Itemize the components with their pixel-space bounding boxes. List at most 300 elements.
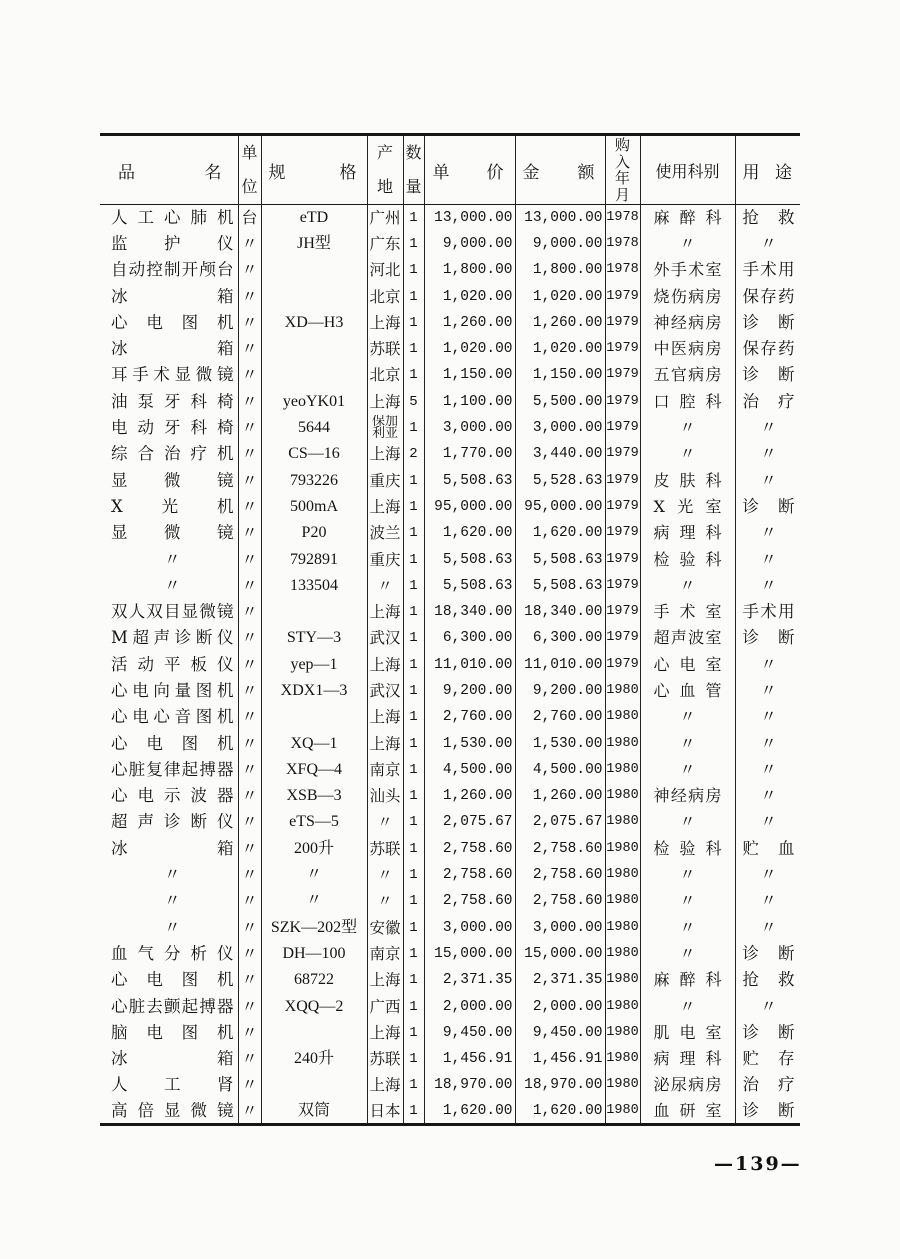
price-value: 2,758.60 (442, 840, 513, 857)
dept-value: 泌尿病房 (653, 1075, 722, 1095)
cell-price (424, 1099, 515, 1125)
cell-unit (238, 1099, 261, 1125)
cell-name (100, 467, 238, 493)
name-value: 显微镜 (111, 523, 234, 543)
table-row (100, 941, 800, 967)
cell-price (424, 599, 515, 625)
cell-name (100, 678, 238, 704)
amount-value: 1,800.00 (532, 262, 603, 279)
cell-dept (640, 625, 735, 651)
table-row (100, 310, 800, 336)
cell-date (605, 231, 640, 257)
cell-spec (261, 625, 367, 651)
date-value: 1980 (606, 945, 639, 961)
amount-value: 2,758.60 (532, 840, 603, 857)
cell-dept (640, 389, 735, 415)
cell-name (100, 520, 238, 546)
cell-qty (403, 967, 424, 993)
qty-value: 1 (409, 919, 418, 936)
price-value: 11,010.00 (434, 656, 513, 673)
amount-value: 18,970.00 (524, 1077, 603, 1094)
cell-origin (367, 441, 403, 467)
cell-unit (238, 809, 261, 835)
origin-value: 重庆 (369, 550, 401, 569)
qty-value: 1 (409, 867, 418, 884)
price-value: 9,000.00 (442, 235, 513, 252)
amount-value: 2,371.35 (532, 972, 603, 989)
spec-value: XD—H3 (284, 313, 344, 331)
spec-value: XSB—3 (286, 787, 342, 805)
cell-spec (261, 888, 367, 914)
cell-unit (238, 652, 261, 678)
cell-name (100, 283, 238, 309)
cell-name (100, 1099, 238, 1125)
cell-amount (515, 599, 605, 625)
dept-value: 麻醉科 (653, 970, 722, 990)
cell-use (735, 1072, 800, 1098)
cell-price (424, 257, 515, 283)
qty-value: 1 (409, 709, 418, 726)
cell-unit (238, 1020, 261, 1046)
unit-value: 〃 (241, 549, 258, 569)
dept-value: 皮肤科 (653, 470, 722, 490)
cell-origin (367, 809, 403, 835)
price-value: 18,340.00 (434, 604, 513, 621)
cell-use (735, 1020, 800, 1046)
cell-date (605, 967, 640, 993)
spec-value: XDX1—3 (280, 681, 348, 699)
qty-value: 1 (409, 682, 418, 699)
cell-amount (515, 1072, 605, 1098)
cell-use (735, 389, 800, 415)
cell-date (605, 862, 640, 888)
cell-spec (261, 757, 367, 783)
use-value: 治疗 (742, 1075, 795, 1095)
unit-value: 〃 (241, 496, 258, 516)
cell-qty (403, 941, 424, 967)
cell-qty (403, 441, 424, 467)
cell-origin (367, 652, 403, 678)
cell-amount (515, 389, 605, 415)
table-row (100, 1072, 800, 1098)
use-value: 〃 (760, 996, 777, 1016)
cell-use (735, 546, 800, 572)
column-header-qty-label: 数量 (405, 143, 422, 196)
qty-value: 1 (409, 551, 418, 568)
cell-use (735, 362, 800, 388)
cell-qty (403, 415, 424, 441)
cell-use (735, 257, 800, 283)
price-value: 1,150.00 (442, 367, 513, 384)
cell-origin (367, 494, 403, 520)
cell-use (735, 836, 800, 862)
name-value: 双人双目显微镜 (111, 602, 234, 622)
cell-unit (238, 520, 261, 546)
qty-value: 1 (409, 1077, 418, 1094)
cell-use (735, 1046, 800, 1072)
table-row (100, 783, 800, 809)
use-value: 〃 (760, 444, 777, 464)
cell-amount (515, 888, 605, 914)
qty-value: 1 (409, 209, 418, 226)
cell-name (100, 362, 238, 388)
cell-name (100, 494, 238, 520)
column-header-origin-label: 产地 (377, 143, 394, 196)
date-value: 1979 (606, 420, 639, 436)
cell-unit (238, 730, 261, 756)
amount-value: 5,528.63 (532, 472, 603, 489)
price-value: 5,508.63 (442, 577, 513, 594)
date-value: 1978 (606, 262, 639, 278)
cell-price (424, 283, 515, 309)
cell-price (424, 967, 515, 993)
cell-unit (238, 467, 261, 493)
cell-amount (515, 231, 605, 257)
cell-dept (640, 862, 735, 888)
unit-value: 〃 (241, 891, 258, 911)
origin-value: 北京 (369, 287, 401, 306)
unit-value: 〃 (241, 996, 258, 1016)
dept-value: 〃 (679, 575, 696, 595)
cell-name (100, 415, 238, 441)
cell-use (735, 336, 800, 362)
unit-value: 〃 (241, 759, 258, 779)
column-header-name-label: 品名 (118, 162, 222, 183)
cell-name (100, 389, 238, 415)
use-value: 诊断 (742, 496, 795, 516)
spec-value: 240升 (293, 1050, 334, 1068)
cell-price (424, 704, 515, 730)
origin-value: 上海 (369, 313, 401, 332)
cell-spec (261, 809, 367, 835)
date-value: 1980 (606, 893, 639, 909)
cell-dept (640, 941, 735, 967)
use-value: 诊断 (742, 628, 795, 648)
cell-date (605, 336, 640, 362)
use-value: 治疗 (742, 391, 795, 411)
cell-dept (640, 757, 735, 783)
column-header-name (100, 135, 238, 205)
cell-qty (403, 494, 424, 520)
origin-value: 重庆 (369, 471, 401, 490)
cell-unit (238, 389, 261, 415)
cell-dept (640, 336, 735, 362)
qty-value: 1 (409, 735, 418, 752)
cell-date (605, 362, 640, 388)
cell-unit (238, 362, 261, 388)
cell-unit (238, 836, 261, 862)
date-value: 1980 (606, 788, 639, 804)
dept-value: 心血管 (653, 680, 722, 700)
unit-value: 〃 (241, 680, 258, 700)
table-row (100, 915, 800, 941)
spec-value: 133504 (290, 576, 338, 594)
amount-value: 2,075.67 (532, 814, 603, 831)
use-value: 〃 (760, 418, 777, 438)
cell-dept (640, 652, 735, 678)
price-value: 1,620.00 (442, 525, 513, 542)
cell-price (424, 441, 515, 467)
dept-value: 〃 (679, 418, 696, 438)
origin-value: 上海 (369, 445, 401, 464)
table-row (100, 967, 800, 993)
cell-amount (515, 862, 605, 888)
cell-qty (403, 836, 424, 862)
cell-origin (367, 257, 403, 283)
cell-origin (367, 967, 403, 993)
origin-value: 南京 (369, 944, 401, 963)
cell-price (424, 1046, 515, 1072)
cell-qty (403, 231, 424, 257)
dept-value: 〃 (679, 917, 696, 937)
dept-value: X光室 (653, 496, 722, 516)
cell-spec (261, 599, 367, 625)
cell-date (605, 415, 640, 441)
name-value: 电动牙科椅 (111, 418, 234, 438)
cell-price (424, 415, 515, 441)
cell-spec (261, 1099, 367, 1125)
cell-name (100, 1020, 238, 1046)
cell-name (100, 441, 238, 467)
cell-unit (238, 283, 261, 309)
date-value: 1979 (606, 472, 639, 488)
spec-value: yep—1 (290, 655, 338, 673)
spec-value: 500mA (290, 497, 338, 515)
spec-value: 68722 (294, 971, 334, 989)
cell-use (735, 1099, 800, 1125)
unit-value: 〃 (241, 312, 258, 332)
spec-value: 792891 (290, 550, 338, 568)
cell-amount (515, 467, 605, 493)
cell-unit (238, 205, 261, 231)
date-value: 1980 (606, 867, 639, 883)
cell-amount (515, 205, 605, 231)
qty-value: 1 (409, 235, 418, 252)
date-value: 1980 (606, 1077, 639, 1093)
cell-origin (367, 941, 403, 967)
origin-value: 日本 (369, 1101, 401, 1120)
dept-value: 肌电室 (653, 1022, 722, 1042)
dept-value: 〃 (679, 865, 696, 885)
unit-value: 〃 (241, 970, 258, 990)
cell-name (100, 967, 238, 993)
cell-date (605, 704, 640, 730)
cell-price (424, 836, 515, 862)
amount-value: 11,010.00 (524, 656, 603, 673)
qty-value: 1 (409, 472, 418, 489)
cell-price (424, 915, 515, 941)
cell-dept (640, 231, 735, 257)
qty-value: 2 (409, 446, 418, 463)
cell-price (424, 231, 515, 257)
price-value: 2,075.67 (442, 814, 513, 831)
column-header-unit (238, 135, 261, 205)
date-value: 1979 (606, 551, 639, 567)
name-value: 心电图机 (111, 970, 234, 990)
origin-value: 广西 (369, 997, 401, 1016)
cell-price (424, 573, 515, 599)
unit-value: 〃 (241, 838, 258, 858)
table-row (100, 573, 800, 599)
cell-origin (367, 467, 403, 493)
column-header-origin (367, 135, 403, 205)
origin-value: 武汉 (369, 629, 401, 648)
origin-value: 苏联 (369, 839, 401, 858)
name-value: 冰箱 (111, 286, 234, 306)
cell-qty (403, 520, 424, 546)
cell-date (605, 1072, 640, 1098)
dept-value: 〃 (679, 812, 696, 832)
qty-value: 1 (409, 262, 418, 279)
cell-qty (403, 915, 424, 941)
cell-use (735, 967, 800, 993)
origin-value: 安徽 (369, 918, 401, 937)
spec-value: 793226 (290, 471, 338, 489)
cell-dept (640, 836, 735, 862)
cell-dept (640, 967, 735, 993)
cell-dept (640, 257, 735, 283)
cell-use (735, 520, 800, 546)
cell-origin (367, 520, 403, 546)
use-value: 手术用 (742, 260, 795, 280)
qty-value: 1 (409, 788, 418, 805)
cell-use (735, 888, 800, 914)
dept-value: 口腔科 (653, 391, 722, 411)
cell-date (605, 573, 640, 599)
cell-amount (515, 441, 605, 467)
cell-dept (640, 993, 735, 1019)
cell-amount (515, 1099, 605, 1125)
cell-unit (238, 757, 261, 783)
cell-name (100, 1046, 238, 1072)
cell-name (100, 730, 238, 756)
cell-date (605, 730, 640, 756)
cell-date (605, 205, 640, 231)
cell-date (605, 757, 640, 783)
cell-name (100, 783, 238, 809)
cell-price (424, 205, 515, 231)
column-header-price (424, 135, 515, 205)
cell-use (735, 441, 800, 467)
cell-origin (367, 993, 403, 1019)
cell-amount (515, 283, 605, 309)
use-value: 〃 (760, 707, 777, 727)
cell-spec (261, 1072, 367, 1098)
cell-dept (640, 520, 735, 546)
origin-value: 〃 (377, 892, 393, 911)
table-row (100, 678, 800, 704)
cell-dept (640, 310, 735, 336)
price-value: 5,508.63 (442, 472, 513, 489)
qty-value: 1 (409, 998, 418, 1015)
origin-value: 〃 (377, 866, 393, 885)
amount-value: 1,260.00 (532, 788, 603, 805)
cell-price (424, 783, 515, 809)
cell-use (735, 310, 800, 336)
use-value: 〃 (760, 865, 777, 885)
cell-unit (238, 494, 261, 520)
price-value: 1,530.00 (442, 735, 513, 752)
cell-unit (238, 415, 261, 441)
cell-name (100, 599, 238, 625)
amount-value: 3,440.00 (532, 446, 603, 463)
column-header-use (735, 135, 800, 205)
amount-value: 2,758.60 (532, 893, 603, 910)
qty-value: 1 (409, 972, 418, 989)
dept-value: 检验科 (653, 838, 722, 858)
amount-value: 1,456.91 (532, 1051, 603, 1068)
cell-origin (367, 862, 403, 888)
dept-value: 〃 (679, 707, 696, 727)
cell-origin (367, 599, 403, 625)
cell-amount (515, 546, 605, 572)
table-row (100, 1020, 800, 1046)
name-value: 综合治疗机 (111, 444, 234, 464)
unit-value: 〃 (241, 470, 258, 490)
amount-value: 1,020.00 (532, 288, 603, 305)
name-value: 〃 (164, 865, 181, 885)
cell-price (424, 520, 515, 546)
cell-dept (640, 573, 735, 599)
cell-qty (403, 678, 424, 704)
column-header-unit-label: 单位 (241, 143, 258, 196)
cell-use (735, 415, 800, 441)
cell-qty (403, 888, 424, 914)
name-value: 自动控制开颅台 (111, 260, 234, 280)
cell-date (605, 546, 640, 572)
table-row (100, 389, 800, 415)
cell-unit (238, 625, 261, 651)
cell-amount (515, 993, 605, 1019)
name-value: 高倍显微镜 (111, 1100, 234, 1120)
spec-value: 〃 (305, 866, 322, 884)
table-row (100, 283, 800, 309)
cell-price (424, 467, 515, 493)
cell-date (605, 993, 640, 1019)
cell-amount (515, 757, 605, 783)
qty-value: 1 (409, 945, 418, 962)
table-row (100, 231, 800, 257)
amount-value: 1,620.00 (532, 1102, 603, 1119)
cell-date (605, 310, 640, 336)
cell-price (424, 310, 515, 336)
cell-date (605, 678, 640, 704)
unit-value: 〃 (241, 233, 258, 253)
qty-value: 5 (409, 393, 418, 410)
spec-value: yeoYK01 (282, 392, 346, 410)
unit-value: 〃 (241, 1075, 258, 1095)
date-value: 1979 (606, 498, 639, 514)
cell-dept (640, 415, 735, 441)
amount-value: 3,000.00 (532, 919, 603, 936)
cell-dept (640, 599, 735, 625)
dept-value: 病理科 (653, 523, 722, 543)
origin-value: 上海 (369, 971, 401, 990)
table-row (100, 467, 800, 493)
dept-value: 〃 (679, 996, 696, 1016)
dept-value: 〃 (679, 233, 696, 253)
table-header (100, 135, 800, 205)
cell-unit (238, 1046, 261, 1072)
cell-origin (367, 362, 403, 388)
origin-value: 上海 (369, 708, 401, 727)
dept-value: 麻醉科 (653, 207, 722, 227)
cell-spec (261, 467, 367, 493)
cell-date (605, 1099, 640, 1125)
cell-use (735, 915, 800, 941)
use-value: 诊断 (742, 312, 795, 332)
cell-qty (403, 625, 424, 651)
